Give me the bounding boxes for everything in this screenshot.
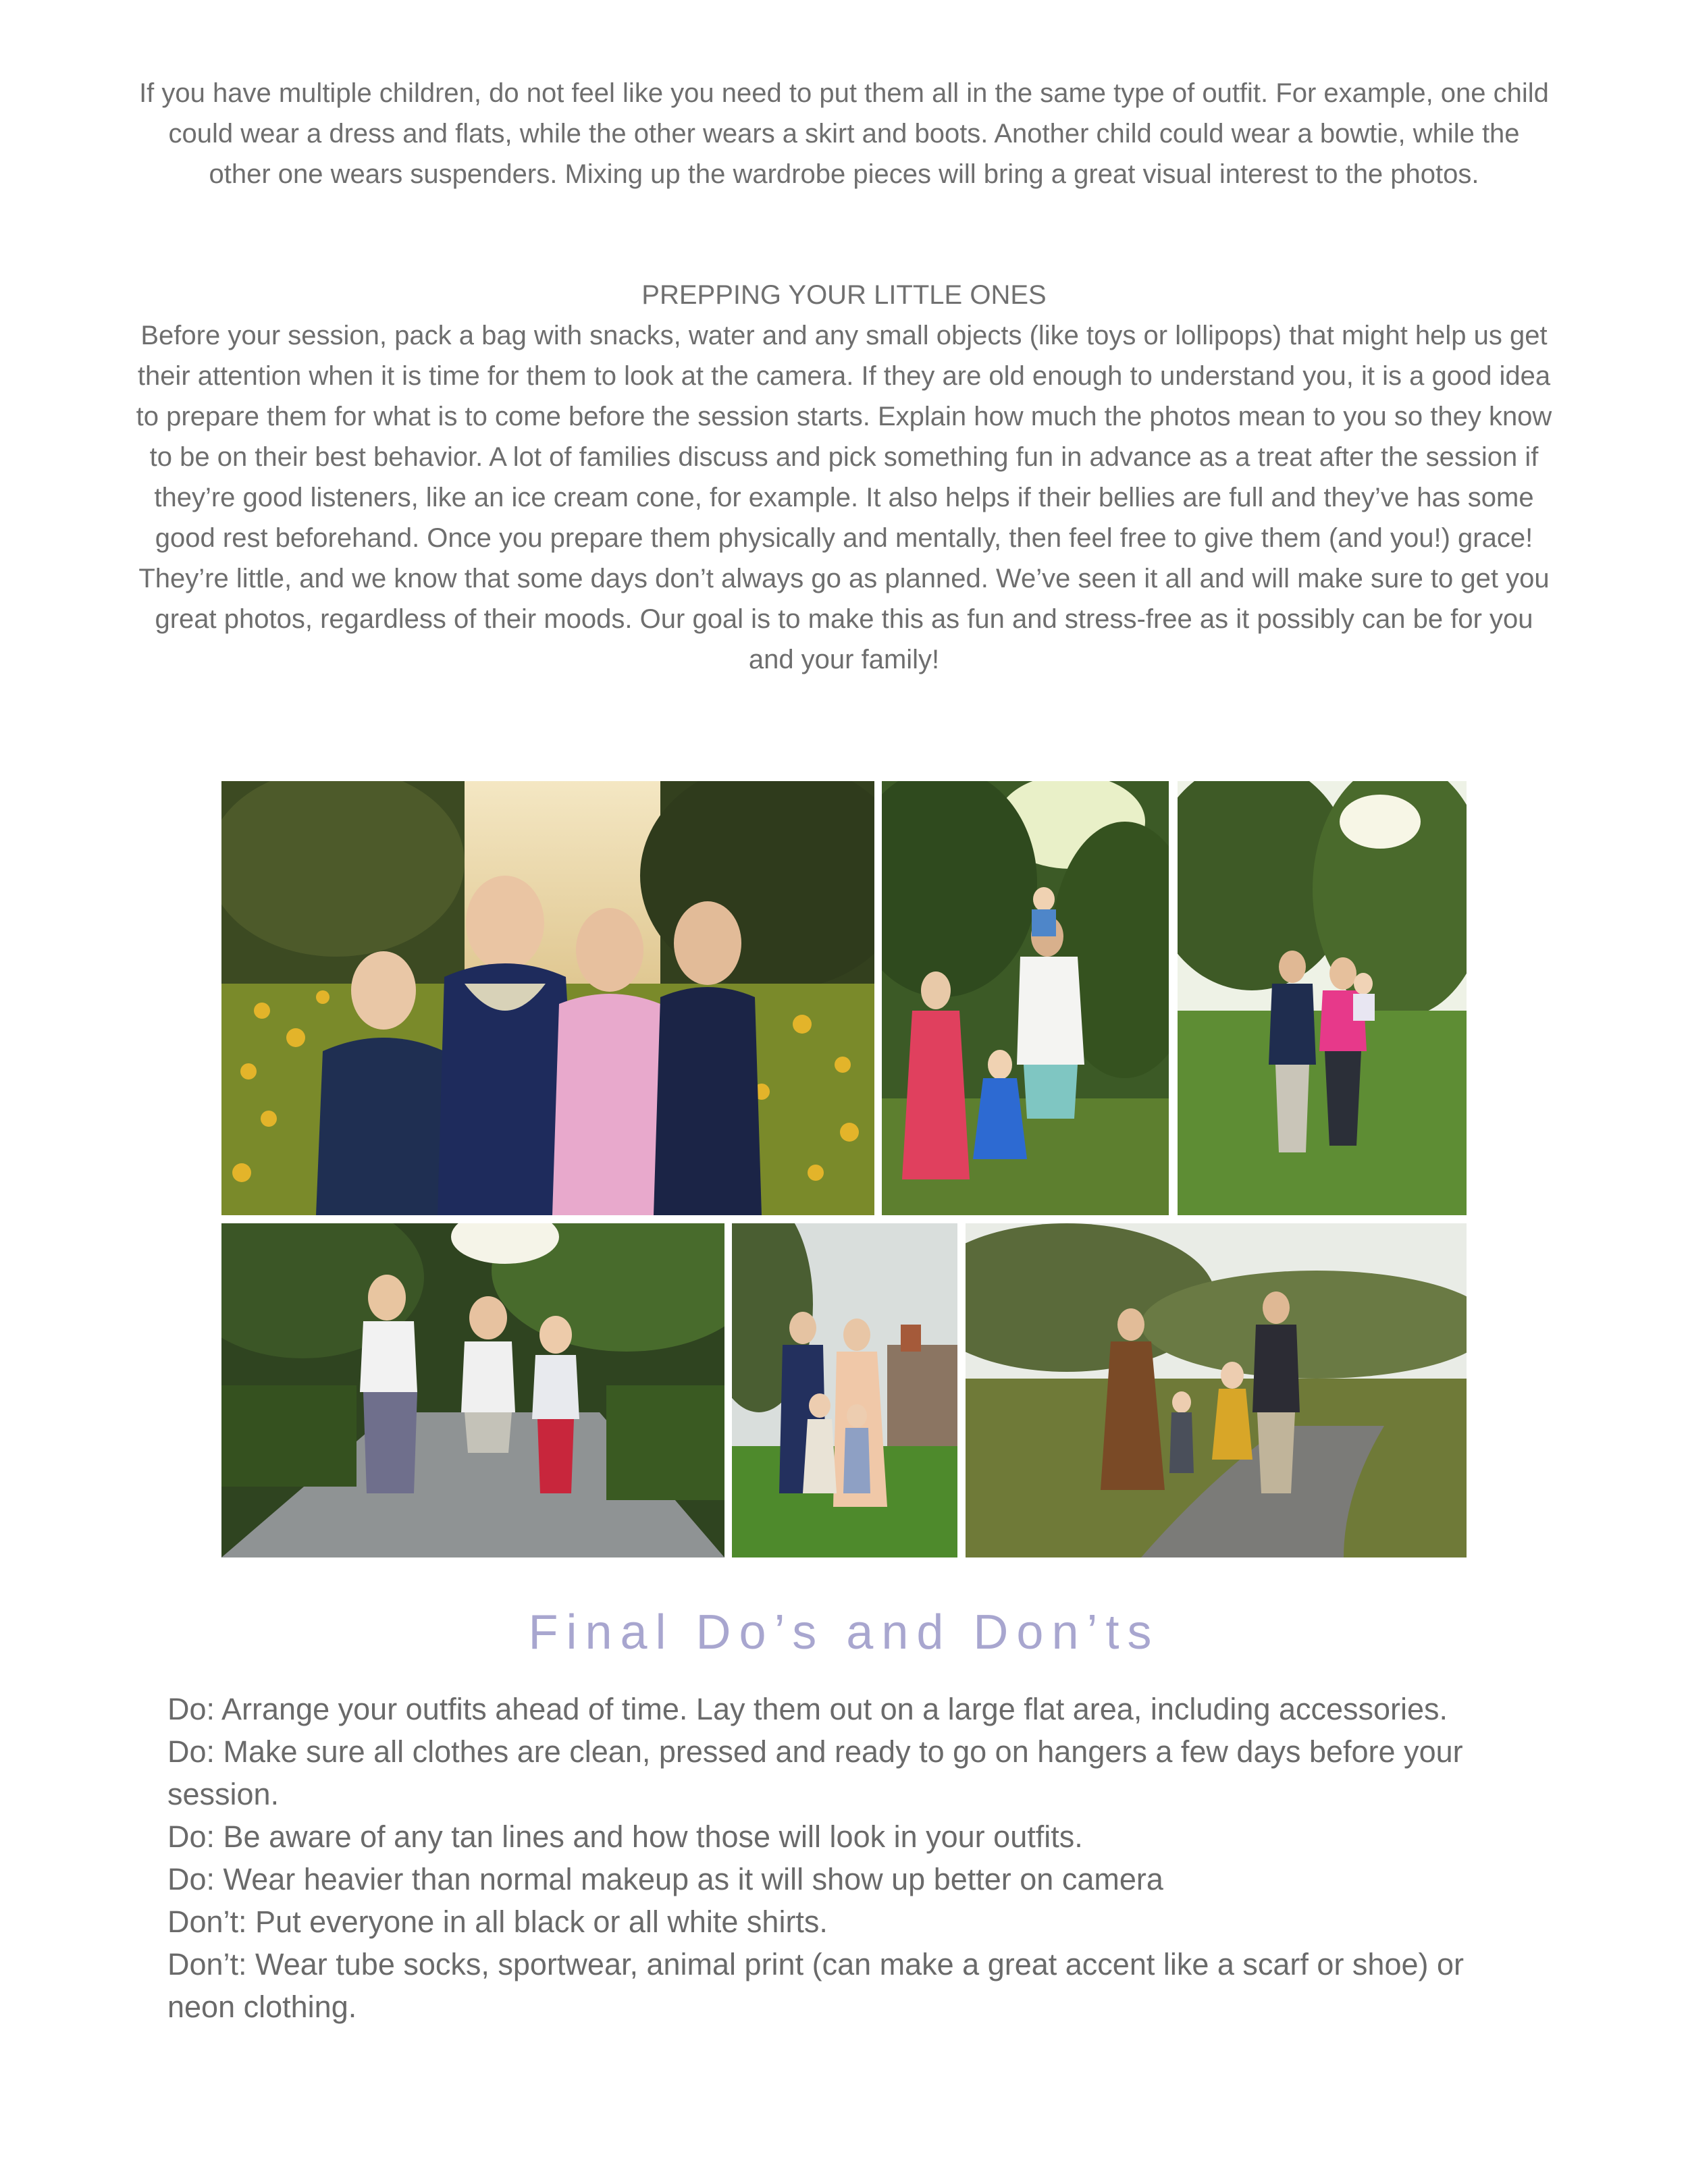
- tip-item: Don’t: Wear tube socks, sportwear, animal print (can make a great accent like a scarf or shoe) or neon clothing.: [167, 1947, 1465, 2024]
- tip-item: Don’t: Put everyone in all black or all white shirts.: [167, 1905, 828, 1939]
- intro-paragraph: If you have multiple children, do not feel like you need to put them all in the same type of outfit. For example, one child could wear a dress and flats, while the other wears a skirt and boots. Another child could wear a bowtie, while the other one wears suspenders. Mixing up the wardrobe pieces will bring a great visual interest to the photos.: [139, 78, 1549, 189]
- photo-three-kids-path: [221, 1223, 724, 1557]
- tips-list: [167, 1688, 1538, 2028]
- photo-family-shoulders-garden: [882, 781, 1169, 1215]
- tip-item: Do: Wear heavier than normal makeup as it will show up better on camera: [167, 1862, 1163, 1896]
- photo-family-walking-gravel-path: [966, 1223, 1467, 1557]
- tip-item: Do: Arrange your outfits ahead of time. Lay them out on a large flat area, including accessories.: [167, 1692, 1448, 1726]
- tip-item: Do: Make sure all clothes are clean, pressed and ready to go on hangers a few days before your session.: [167, 1734, 1463, 1811]
- tip-item: Do: Be aware of any tan lines and how those will look in your outfits.: [167, 1819, 1083, 1854]
- final-dos-donts-title: Final Do’s and Don’ts: [528, 1605, 1160, 1659]
- photo-couple-with-toddler-lawn: [1178, 781, 1467, 1215]
- prepping-paragraph: Before your session, pack a bag with snacks, water and any small objects (like toys or lollipops) that might help us get their attention when it is time for them to look at the camera. If they are old enough to understand you, it is a good idea to prepare them for what is to come before the session starts. Explain how much the photos mean to you so they know to be on their best behavior. A lot of families discuss and pick something fun in advance as a treat after the session if they’re good listeners, like an ice cream cone, for example. It also helps if their bellies are full and they’ve has some good rest beforehand. Once you prepare them physically and mentally, then feel free to give them (and you!) grace! They’re little, and we know that some days don’t always go as planned. We’ve seen it all and will make sure to get you great photos, regardless of their moods. Our goal is to make this as fun and stress-free as it possibly can be for you and your family!: [136, 321, 1552, 674]
- photo-family-five-house: [732, 1223, 957, 1557]
- prepping-heading: PREPPING YOUR LITTLE ONES: [641, 280, 1047, 310]
- photo-four-siblings-flowers: [221, 781, 874, 1215]
